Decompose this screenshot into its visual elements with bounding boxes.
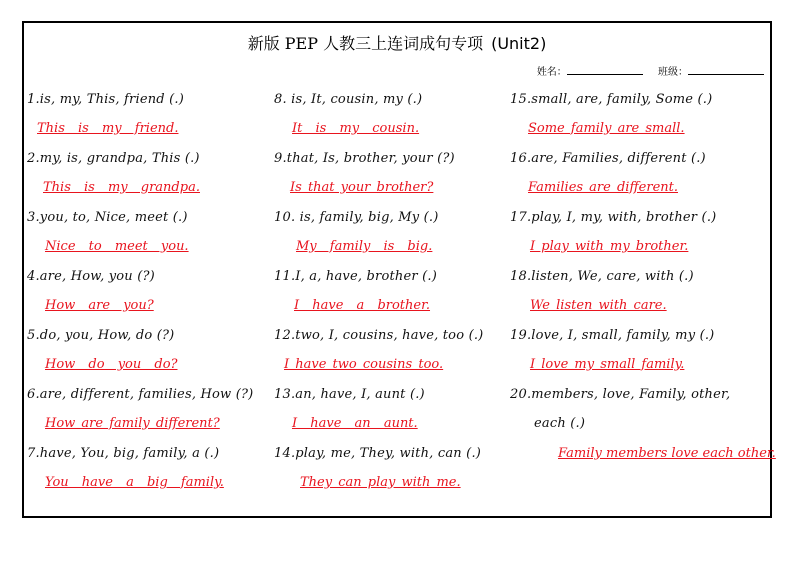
- question-11: 11.I, a, have, brother (.): [274, 269, 437, 284]
- answer-14: They can play with me.: [300, 475, 461, 490]
- answer-17: I play with my brother.: [530, 239, 689, 254]
- question-15: 15.small, are, family, Some (.): [510, 92, 713, 107]
- answer-5: How do you do?: [45, 357, 178, 372]
- question-2: 2.my, is, grandpa, This (.): [27, 151, 200, 166]
- answer-19: I love my small family.: [530, 357, 685, 372]
- question-17: 17.play, I, my, with, brother (.): [510, 210, 717, 225]
- worksheet: [22, 21, 776, 518]
- answer-12: I have two cousins too.: [284, 357, 444, 372]
- answer-20: Family members love each other.: [558, 446, 776, 461]
- question-9: 9.that, Is, brother, your (?): [274, 151, 455, 166]
- student-info: [537, 63, 764, 78]
- answer-15: Some family are small.: [528, 121, 685, 136]
- answer-10: My family is big.: [296, 239, 433, 254]
- question-4: 4.are, How, you (?): [27, 269, 155, 284]
- answer-11: I have a brother.: [294, 298, 431, 313]
- answer-16: Families are different.: [528, 180, 678, 195]
- question-12: 12.two, I, cousins, have, too (.): [274, 328, 484, 343]
- page-title: [24, 31, 770, 54]
- question-3: 3.you, to, Nice, meet (.): [27, 210, 188, 225]
- question-8: 8. is, It, cousin, my (.): [274, 92, 423, 107]
- class-blank: [688, 64, 764, 75]
- class-label: 班级：: [658, 67, 688, 78]
- question-20-continued: each (.): [534, 416, 586, 431]
- answer-3: Nice to meet you.: [45, 239, 189, 254]
- question-6: 6.are, different, families, How (?): [27, 387, 254, 402]
- question-10: 10. is, family, big, My (.): [274, 210, 439, 225]
- question-16: 16.are, Families, different (.): [510, 151, 706, 166]
- question-14: 14.play, me, They, with, can (.): [274, 446, 482, 461]
- name-label: 姓名：: [536, 67, 567, 78]
- question-19: 19.love, I, small, family, my (.): [510, 328, 715, 343]
- question-18: 18.listen, We, care, with (.): [510, 269, 694, 284]
- question-7: 7.have, You, big, family, a (.): [27, 446, 220, 461]
- question-5: 5.do, you, How, do (?): [27, 328, 175, 343]
- question-20: 20.members, love, Family, other,: [510, 387, 731, 402]
- answer-4: How are you?: [45, 298, 154, 313]
- answer-7: You have a big family.: [45, 475, 224, 490]
- answer-9: Is that your brother?: [290, 180, 434, 195]
- answer-8: It is my cousin.: [292, 121, 420, 136]
- answer-18: We listen with care.: [530, 298, 667, 313]
- title-unit: (Unit2): [491, 34, 547, 53]
- question-13: 13.an, have, I, aunt (.): [274, 387, 425, 402]
- answer-13: I have an aunt.: [292, 416, 418, 431]
- answer-2: This is my grandpa.: [43, 180, 200, 195]
- answer-6: How are family different?: [45, 416, 220, 431]
- name-blank: [567, 64, 643, 75]
- title-main: 新版 PEP 人教三上连词成句专项: [247, 34, 484, 53]
- question-1: 1.is, my, This, friend (.): [27, 92, 185, 107]
- answer-1: This is my friend.: [37, 121, 179, 136]
